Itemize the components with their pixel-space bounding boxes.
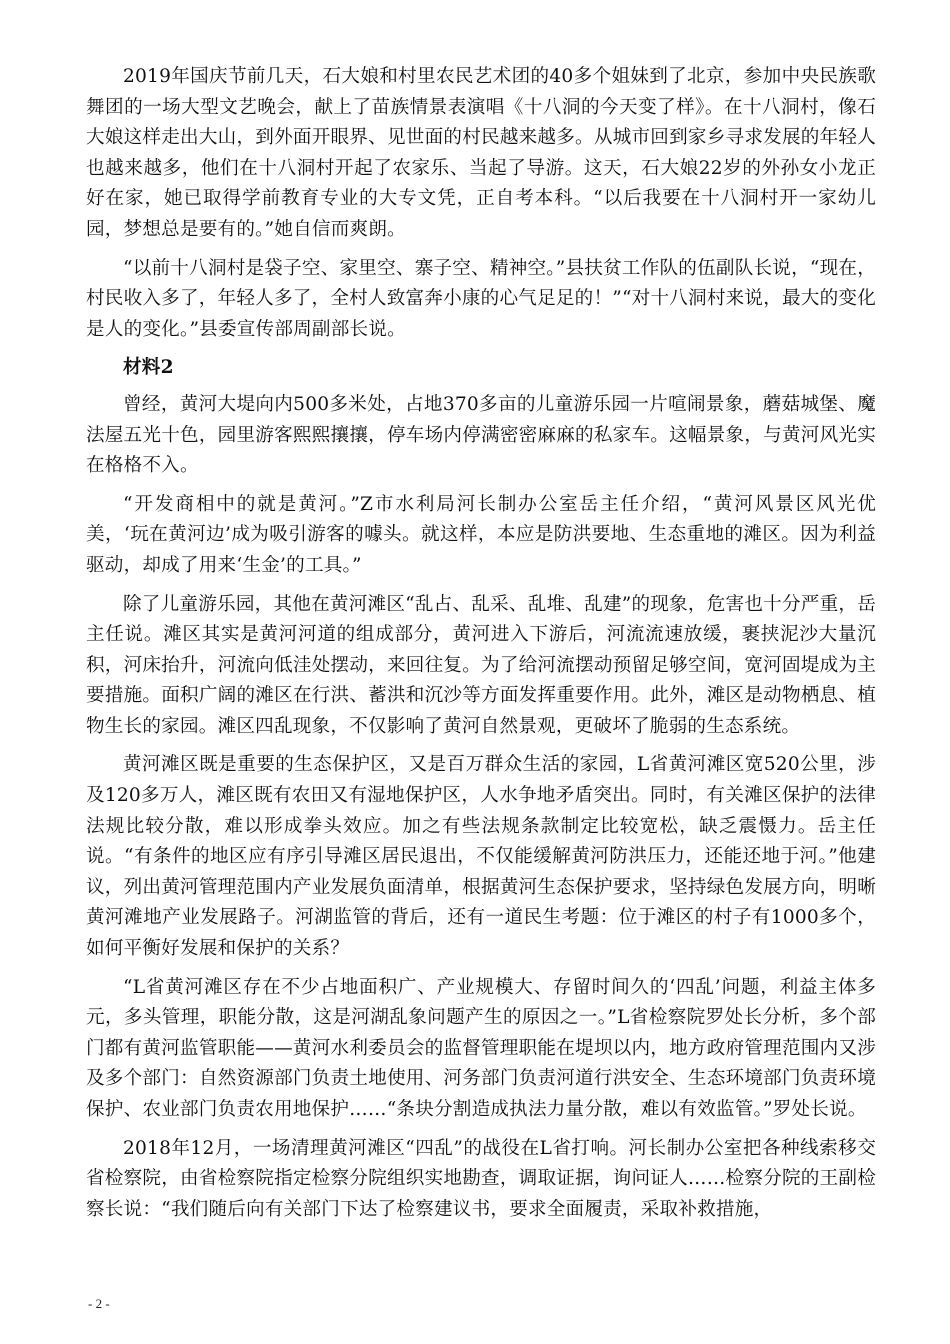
paragraph: 2019年国庆节前几天，石大娘和村里农民艺术团的40多个姐妹到了北京，参加中央民族歌舞团的一场大型文艺晚会，献上了苗族情景表演唱《十八洞的今天变了样》。在十八洞村，像石大娘这样走出大山，到外面开眼界、见世面的村民越来越多。从城市回到家乡寻求发展的年轻人也越来越多，他们在十八洞村开起了农家乐、当起了导游。这天，石大娘22岁的外孙女小龙正好在家，她已取得学前教育专业的大专文凭，正自考本科。“以后我要在十八洞村开一家幼儿园，梦想总是要有的。”她自信而爽朗。 <box>86 66 876 240</box>
paragraph: 除了儿童游乐园，其他在黄河滩区“乱占、乱采、乱堆、乱建”的现象，危害也十分严重，岳主任说。滩区其实是黄河河道的组成部分，黄河进入下游后，河流流速放缓，裹挟泥沙大量沉积，河床抬升，河流向低洼处摆动，来回往复。为了给河流摆动预留足够空间，宽河固堤成为主要措施。面积广阔的滩区在行洪、蓄洪和沉沙等方面发挥重要作用。此外，滩区是动物栖息、植物生长的家园。滩区四乱现象，不仅影响了黄河自然景观，更破坏了脆弱的生态系统。 <box>86 593 876 737</box>
paragraph: “L省黄河滩区存在不少占地面积广、产业规模大、存留时间久的‘四乱’问题，利益主体多元，多头管理，职能分散，这是河湖乱象问题产生的原因之一。”L省检察院罗处长分析，多个部门都有黄河监管职能——黄河水利委员会的监督管理职能在堤坝以内，地方政府管理范围内又涉及多个部门：自然资源部门负责土地使用、河务部门负责河道行洪安全、生态环境部门负责环境保护、农业部门负责农用地保护……“条块分割造成执法力量分散，难以有效监管。”罗处长说。 <box>86 976 876 1120</box>
paragraph: “开发商相中的就是黄河。”Z市水利局河长制办公室岳主任介绍，“黄河风景区风光优美，‘玩在黄河边’成为吸引游客的噱头。就这样，本应是防洪要地、生态重地的滩区。因为利益驱动，却成了用来‘生金’的工具。” <box>86 493 876 576</box>
paragraph: 2018年12月，一场清理黄河滩区“四乱”的战役在L省打响。河长制办公室把各种线索移交省检察院，由省检察院指定检察分院组织实地勘查，调取证据，询问证人……检察分院的王副检察长说：“我们随后向有关部门下达了检察建议书，要求全面履责，采取补救措施， <box>86 1137 876 1220</box>
paragraph: “以前十八洞村是袋子空、家里空、寨子空、精神空。”县扶贫工作队的伍副队长说，“现在，村民收入多了，年轻人多了，全村人致富奔小康的心气足足的！”“对十八洞村来说，最大的变化是人的变化。”县委宣传部周副部长说。 <box>86 257 876 340</box>
page-number: - 2 - <box>88 1296 110 1311</box>
section-heading: 材料2 <box>123 357 174 379</box>
document-body <box>86 62 876 1233</box>
paragraph: 黄河滩区既是重要的生态保护区，又是百万群众生活的家园，L省黄河滩区宽520公里，涉及120多万人，滩区既有农田又有湿地保护区，人水争地矛盾突出。同时，有关滩区保护的法律法规比较分散，难以形成拳头效应。加之有些法规条款制定比较宽松，缺乏震慑力。岳主任说。“有条件的地区应有序引导滩区居民退出，不仅能缓解黄河防洪压力，还能还地于河。”他建议，列出黄河管理范围内产业发展负面清单，根据黄河生态保护要求，坚持绿色发展方向，明晰黄河滩地产业发展路子。河湖监管的背后，还有一道民生考题：位于滩区的村子有1000多个，如何平衡好发展和保护的关系？ <box>86 754 876 960</box>
paragraph: 曾经，黄河大堤向内500多米处，占地370多亩的儿童游乐园一片喧闹景象，蘑菇城堡、魔法屋五光十色，园里游客熙熙攘攘，停车场内停满密密麻麻的私家车。这幅景象，与黄河风光实在格格不入。 <box>86 393 876 477</box>
